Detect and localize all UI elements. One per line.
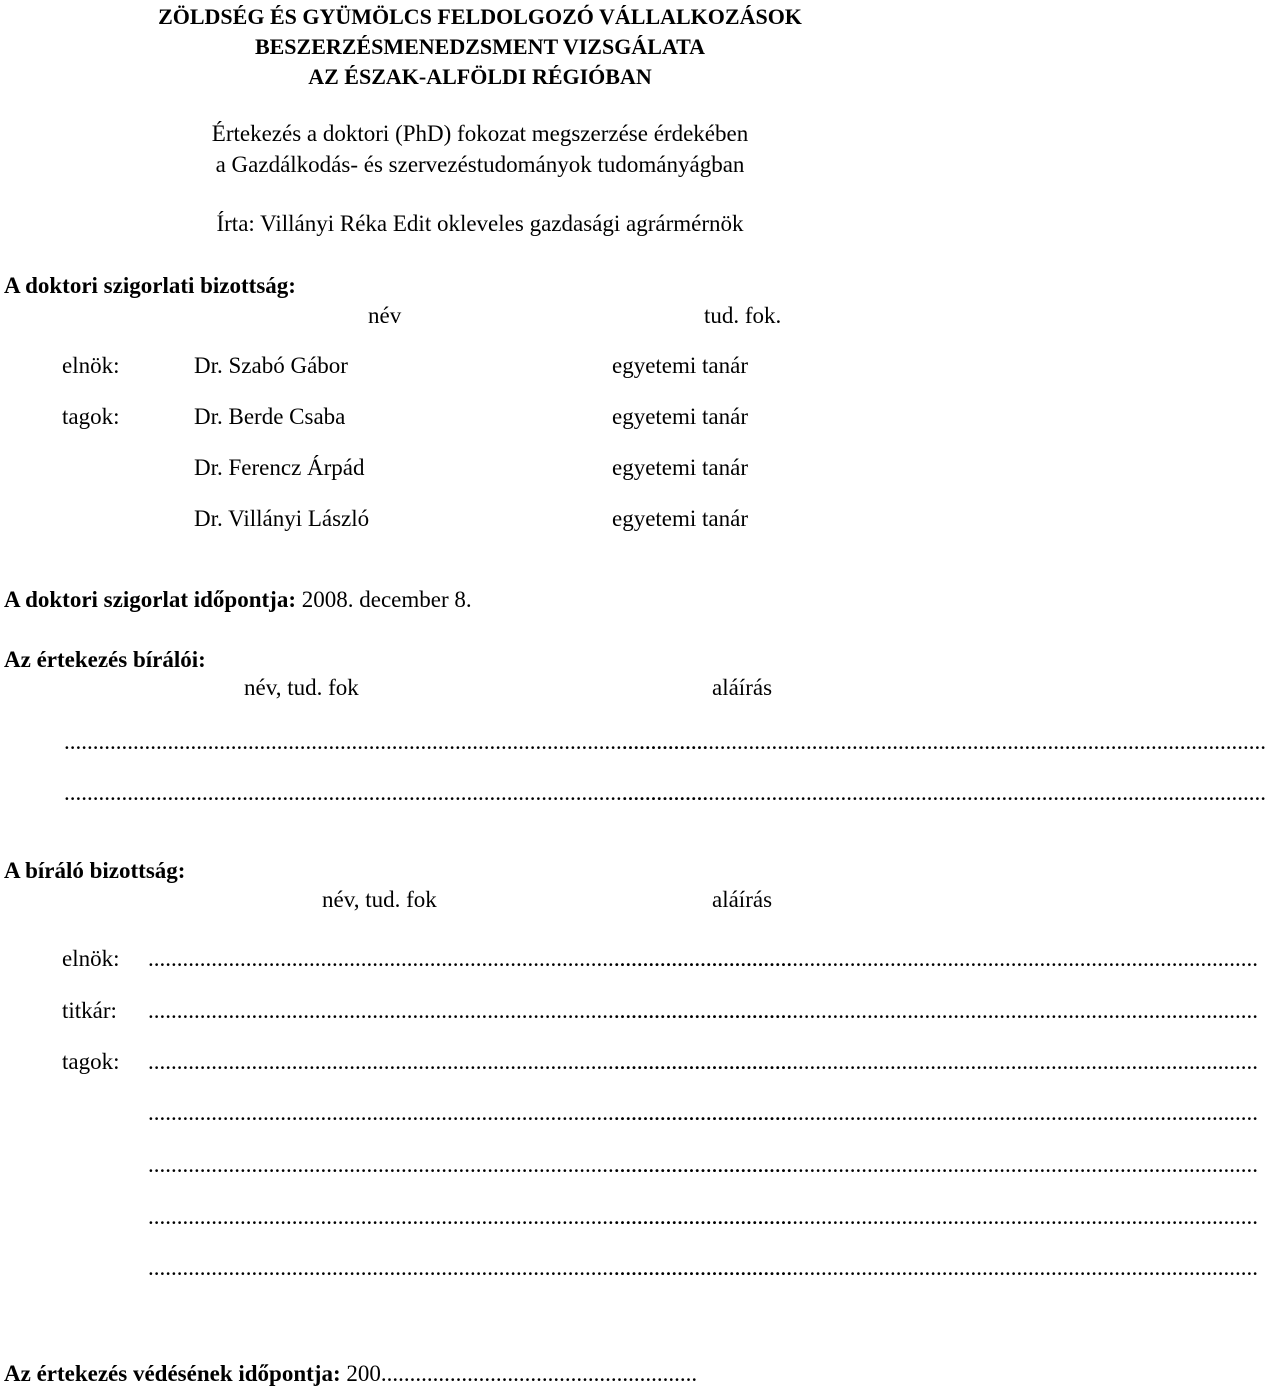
subtitle-line-1: Értekezés a doktori (PhD) fokozat megszerzése érdekében [211,121,749,146]
review-board-name-blank[interactable]: ................................................................................................................ [148,1100,792,1125]
review-board-name-blank[interactable]: ................................................................................................................ [148,946,792,971]
defense-date-line [4,1362,697,1385]
review-board-secretary-label: titkár: [62,998,117,1023]
review-board-name-blank[interactable]: ................................................................................................................ [148,1204,792,1229]
reviewer-name-blank[interactable]: ................................................................................................................ [64,729,708,754]
review-board-signature-blank[interactable]: ................................................................................................................ [614,1255,1258,1280]
committee-chair-degree: egyetemi tanár [612,353,749,378]
review-board-col-signature: aláírás [712,887,773,912]
review-board-name-blank[interactable]: ................................................................................................................ [148,1152,792,1177]
review-board-chair-label: elnök: [62,946,120,971]
review-board-signature-blank[interactable]: ................................................................................................................ [614,1204,1258,1229]
review-board-signature-blank[interactable]: ................................................................................................................ [614,946,1258,971]
review-board-signature-blank[interactable]: ................................................................................................................ [614,998,1258,1023]
exam-date-line [4,588,472,611]
exam-date-value: 2008. december 8. [301,587,472,612]
committee-heading: A doktori szigorlati bizottság: [4,273,296,298]
review-board-name-blank[interactable]: ................................................................................................................ [148,1255,792,1280]
review-board-col-name: név, tud. fok [322,887,437,912]
review-board-name-blank[interactable]: ................................................................................................................ [148,998,792,1023]
committee-members-label: tagok: [62,404,120,429]
subtitle-line-2: a Gazdálkodás- és szervezéstudományok tudományágban [215,152,745,177]
review-board-members-label: tagok: [62,1049,120,1074]
exam-date-label: A doktori szigorlat időpontja: [4,587,296,612]
committee-col-degree: tud. fok. [704,303,782,328]
committee-chair-name: Dr. Szabó Gábor [194,353,348,378]
title-line-3: AZ ÉSZAK-ALFÖLDI RÉGIÓBAN [308,64,652,89]
reviewer-signature-blank[interactable]: ................................................................................................................ [622,729,1266,754]
committee-member-name: Dr. Villányi László [194,506,370,531]
committee-col-name: név [368,303,402,328]
defense-date-label: Az értekezés védésének időpontja: [4,1361,341,1386]
committee-member-name: Dr. Ferencz Árpád [194,455,365,480]
review-board-signature-blank[interactable]: ................................................................................................................ [614,1100,1258,1125]
committee-member-degree: egyetemi tanár [612,455,749,480]
reviewers-col-signature: aláírás [712,675,773,700]
reviewer-signature-blank[interactable]: ................................................................................................................ [622,780,1266,805]
review-board-signature-blank[interactable]: ................................................................................................................ [614,1049,1258,1074]
committee-member-degree: egyetemi tanár [612,404,749,429]
committee-chair-label: elnök: [62,353,120,378]
defense-date-value[interactable]: 200....................................................... [346,1361,698,1386]
reviewers-heading: Az értekezés bírálói: [4,647,206,672]
reviewer-name-blank[interactable]: ................................................................................................................ [64,780,708,805]
title-line-1: ZÖLDSÉG ÉS GYÜMÖLCS FELDOLGOZÓ VÁLLALKOZÁSOK [158,4,802,29]
review-board-name-blank[interactable]: ................................................................................................................ [148,1049,792,1074]
title-line-2: BESZERZÉSMENEDZSMENT VIZSGÁLATA [254,34,706,59]
review-board-signature-blank[interactable]: ................................................................................................................ [614,1152,1258,1177]
reviewers-col-name: név, tud. fok [244,675,359,700]
committee-member-name: Dr. Berde Csaba [194,404,346,429]
review-board-heading: A bíráló bizottság: [4,858,186,883]
committee-member-degree: egyetemi tanár [612,506,749,531]
author-line: Írta: Villányi Réka Edit okleveles gazdasági agrármérnök [216,211,744,236]
